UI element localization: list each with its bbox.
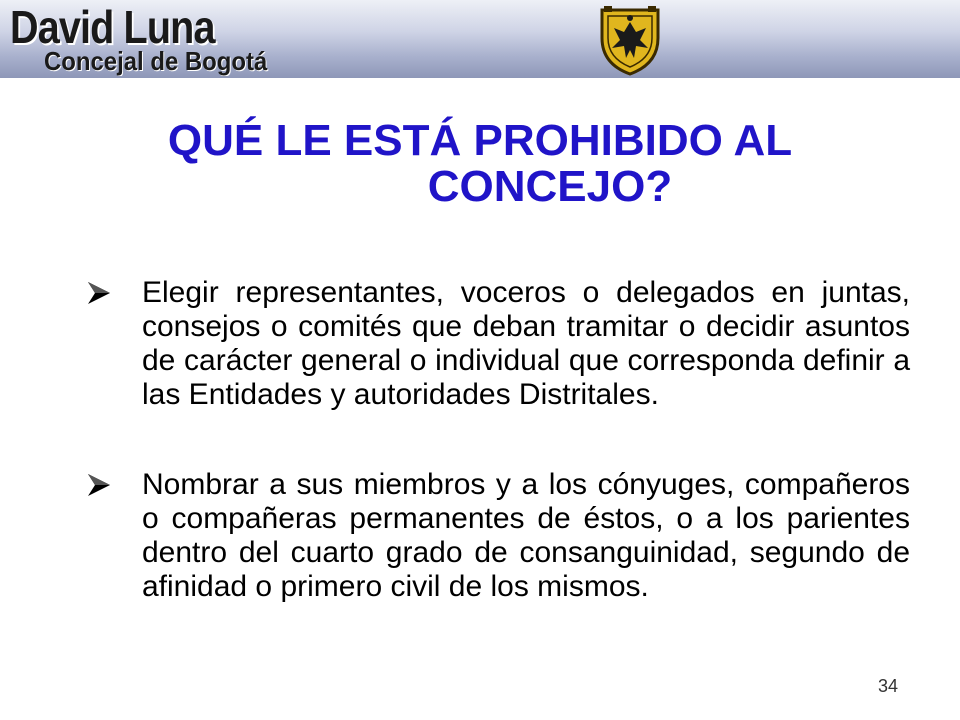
bullet-text: Elegir representantes, voceros o delegados en juntas, consejos o comités que deban tramitar o decidir asuntos de carácter general o individual que corresponda definir a las Entidades y autoridades Distritales. (142, 276, 910, 411)
brand-subtitle: Concejal de Bogotá (44, 46, 268, 76)
arrow-bullet-icon (86, 280, 112, 306)
bullet-text: Nombrar a sus miembros y a los cónyuges, compañeros o compañeras permanentes de éstos, o a los parientes dentro del cuarto grado de consanguinidad, segundo de afinidad o primero civil de los mismos. (142, 468, 910, 603)
slide-title-line1: QUÉ LE ESTÁ PROHIBIDO AL (167, 116, 793, 165)
brand-logo (6, 2, 336, 80)
slide-title (60, 118, 900, 210)
bullet-item (80, 276, 910, 412)
bullet-item (80, 468, 910, 604)
bullet-list (80, 276, 910, 604)
brand-name: David Luna (10, 1, 215, 53)
page-number: 34 (877, 676, 899, 696)
slide-title-line2: CONCEJO? (427, 162, 673, 211)
coat-of-arms-icon (598, 4, 662, 76)
arrow-bullet-icon (86, 472, 112, 498)
